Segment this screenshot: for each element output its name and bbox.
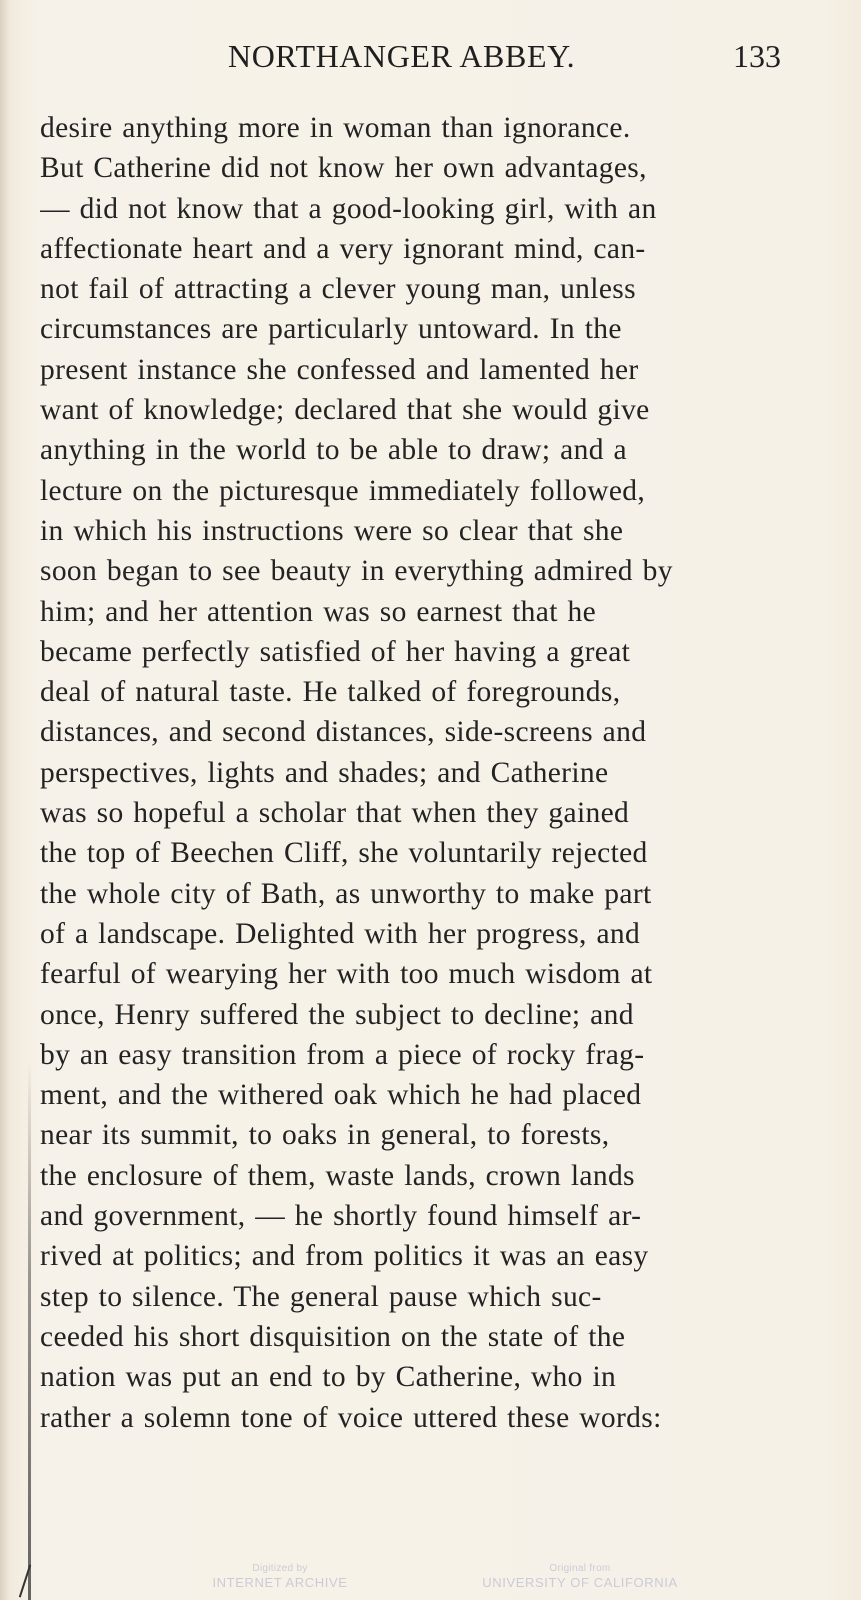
text-line: soon began to see beauty in everything admired by <box>40 555 673 588</box>
page-number: 133 <box>733 38 781 74</box>
text-line: But Catherine did not know her own advantages, <box>40 152 647 185</box>
text-line: and government, — he shortly found himself ar- <box>40 1200 642 1233</box>
watermark-original-source: UNIVERSITY OF CALIFORNIA <box>482 1575 678 1590</box>
text-line: step to silence. The general pause which suc- <box>40 1280 602 1313</box>
text-line: him; and her attention was so earnest that he <box>40 595 597 628</box>
text-line: near its summit, to oaks in general, to forests, <box>40 1119 610 1152</box>
text-line: perspectives, lights and shades; and Catherine <box>40 756 609 789</box>
text-line: ceeded his short disquisition on the state of the <box>40 1320 626 1353</box>
watermark-original <box>450 1562 710 1590</box>
text-line: of a landscape. Delighted with her progress, and <box>40 917 641 950</box>
page-header <box>0 34 861 78</box>
text-line: the whole city of Bath, as unworthy to make part <box>40 877 652 910</box>
text-line: circumstances are particularly untoward. In the <box>40 313 622 346</box>
text-line: the top of Beechen Cliff, she voluntarily rejected <box>40 837 648 870</box>
body-text <box>40 108 781 1438</box>
text-line: distances, and second distances, side-screens and <box>40 716 647 749</box>
text-line: deal of natural taste. He talked of foregrounds, <box>40 676 621 709</box>
text-line: desire anything more in woman than ignorance. <box>40 112 631 144</box>
text-line: once, Henry suffered the subject to decline; and <box>40 998 634 1031</box>
watermark-digitized-source: INTERNET ARCHIVE <box>212 1575 348 1590</box>
text-line: became perfectly satisfied of her having a great <box>40 635 631 668</box>
text-line: rived at politics; and from politics it was an easy <box>40 1240 649 1273</box>
text-line: by an easy transition from a piece of rocky frag- <box>40 1038 645 1071</box>
text-line: fearful of wearying her with too much wisdom at <box>40 958 653 991</box>
text-line: nation was put an end to by Catherine, who in <box>40 1361 617 1394</box>
text-line: anything in the world to be able to draw; and a <box>40 434 627 467</box>
text-line: want of knowledge; declared that she would give <box>40 394 650 427</box>
text-line: not fail of attracting a clever young man, unless <box>40 273 636 306</box>
text-line: ment, and the withered oak which he had placed <box>40 1079 642 1112</box>
text-line: lecture on the picturesque immediately followed, <box>40 474 646 507</box>
text-line: the enclosure of them, waste lands, crown lands <box>40 1159 635 1192</box>
watermark-digitized <box>150 1562 410 1590</box>
text-line: in which his instructions were so clear that she <box>40 514 624 547</box>
text-line: affectionate heart and a very ignorant mind, can- <box>40 232 646 265</box>
text-line: — did not know that a good-looking girl, with an <box>40 192 657 225</box>
watermark-original-caption: Original from <box>549 1563 611 1574</box>
text-line: was so hopeful a scholar that when they gained <box>40 797 630 830</box>
text-line: present instance she confessed and lamented her <box>40 353 639 386</box>
watermark-digitized-caption: Digitized by <box>252 1563 308 1574</box>
running-title: NORTHANGER ABBEY. <box>228 38 576 74</box>
text-line: rather a solemn tone of voice uttered these words: <box>40 1401 662 1434</box>
binding-edge-mark <box>28 1060 31 1600</box>
gutter-shadow <box>0 0 10 1600</box>
